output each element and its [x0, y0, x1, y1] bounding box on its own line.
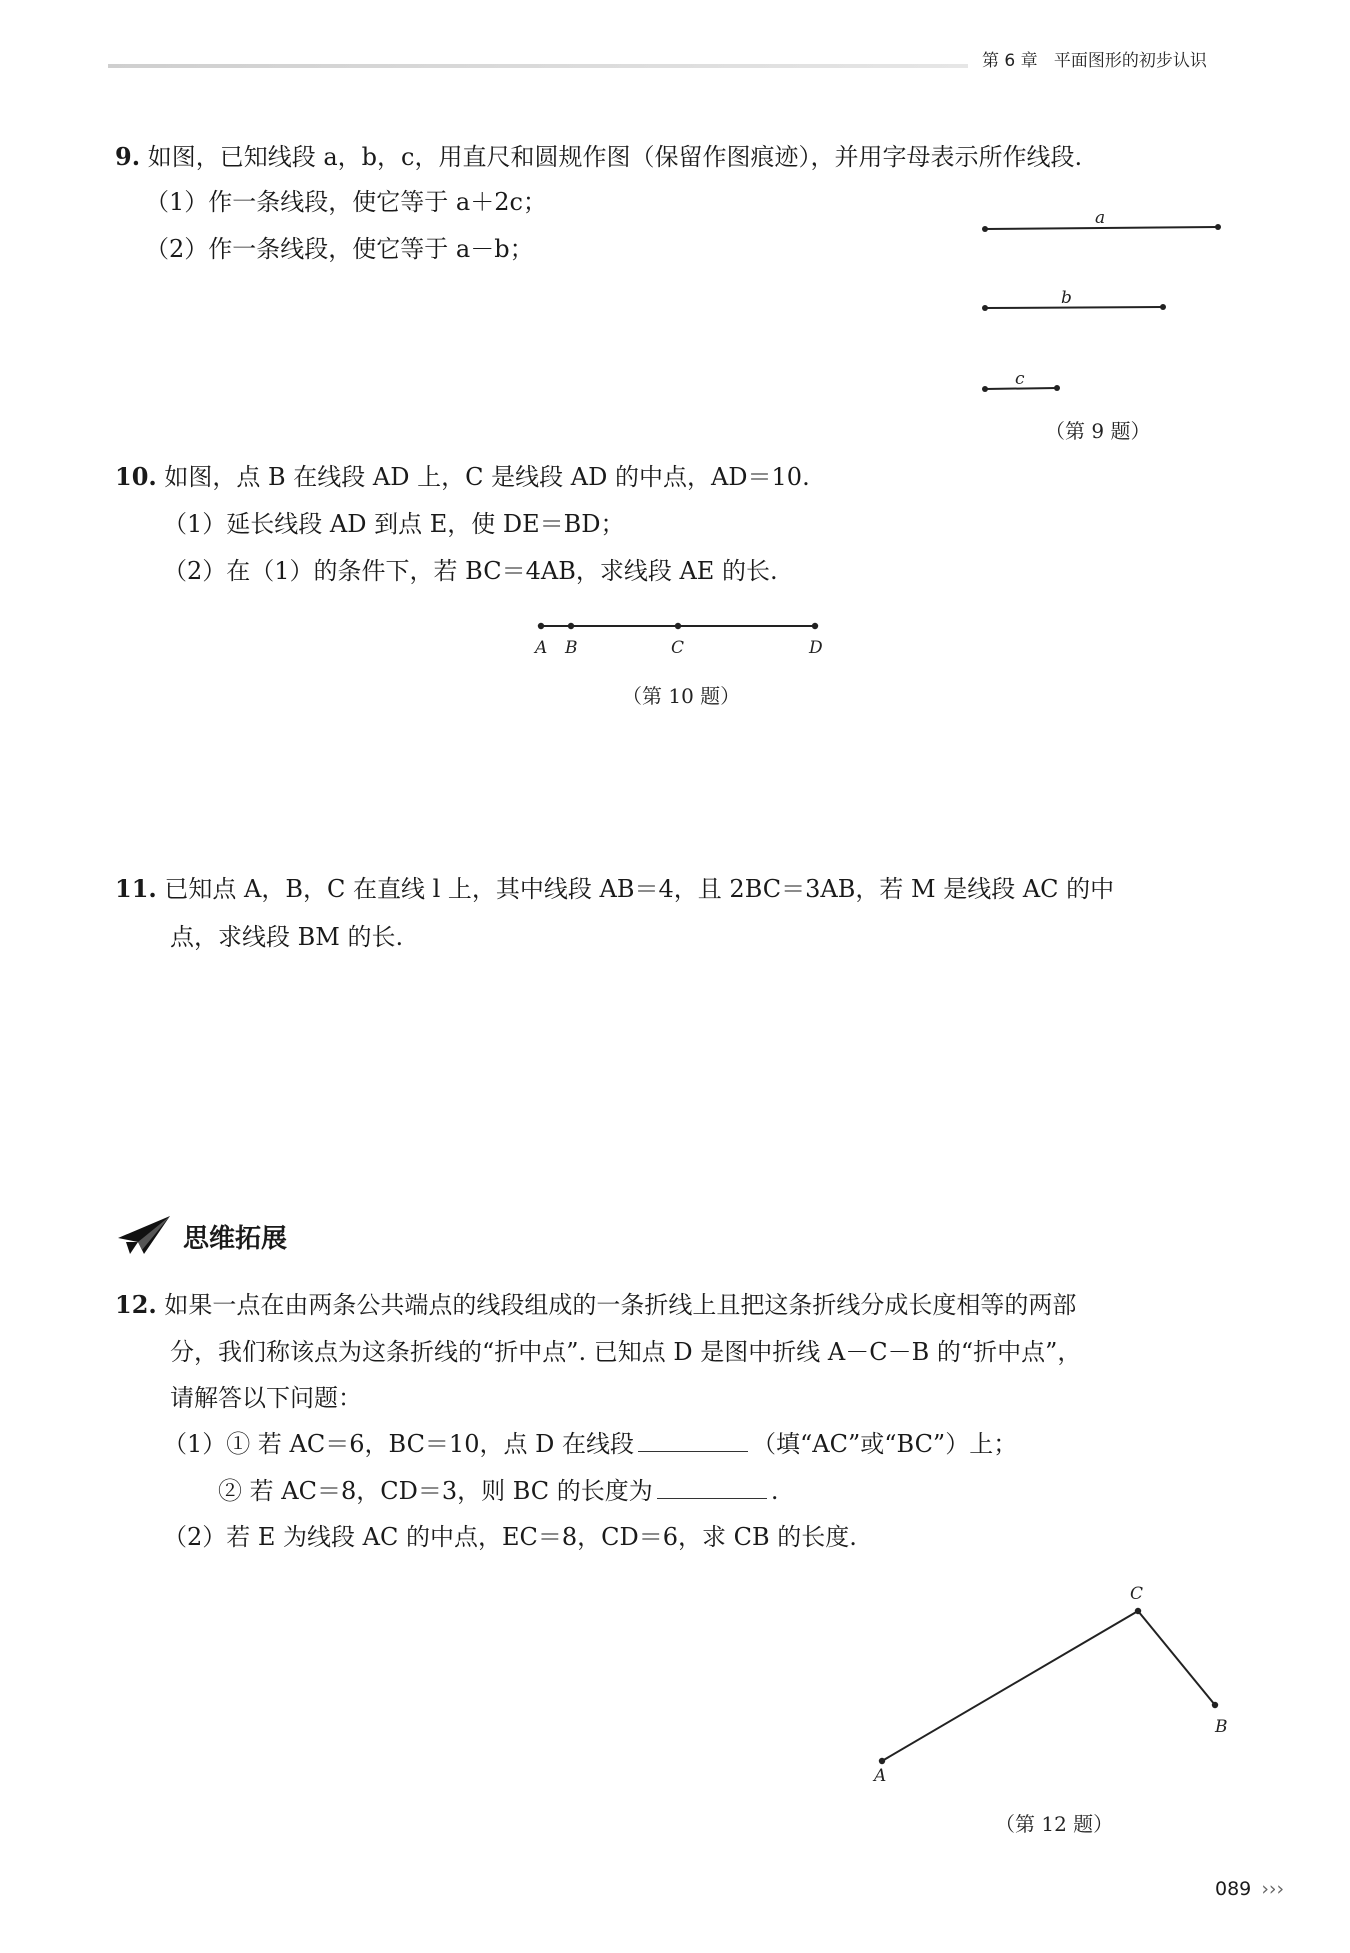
- label-a: a: [1095, 208, 1106, 228]
- segment-a-endpoint: [1215, 224, 1221, 230]
- q12-part2: （2）若 E 为线段 AC 的中点，EC＝8，CD＝6，求 CB 的长度.: [163, 1523, 857, 1551]
- q10-part1: （1）延长线段 AD 到点 E，使 DE＝BD；: [163, 510, 625, 538]
- q9-figure: [975, 200, 1235, 410]
- point-c: [675, 623, 681, 629]
- q12-part1a-pre: （1）① 若 AC＝6，BC＝10，点 D 在线段: [163, 1430, 634, 1458]
- page-arrows: ›››: [1261, 1878, 1285, 1900]
- label-D: D: [809, 638, 823, 658]
- answer-blank-2[interactable]: [657, 1474, 767, 1499]
- q9-stem: 如图，已知线段 a，b，c，用直尺和圆规作图（保留作图痕迹），并用字母表示所作线段.: [147, 143, 1083, 171]
- q11-number: 11.: [115, 874, 157, 903]
- q11-line1: [115, 872, 1114, 906]
- q10-stem-line: [115, 460, 810, 494]
- point-a: [879, 1758, 885, 1764]
- q9-part1: （1）作一条线段，使它等于 a＋2c；: [145, 188, 547, 216]
- label-A: A: [535, 638, 548, 658]
- label-b: b: [1061, 288, 1072, 308]
- q12-line2: 分，我们称该点为这条折线的“折中点”. 已知点 D 是图中折线 A－C－B 的“折中点”，: [170, 1338, 1082, 1366]
- chapter-number: 第 6 章: [982, 51, 1038, 71]
- q12-text-1: 如果一点在由两条公共端点的线段组成的一条折线上且把这条折线分成长度相等的两部: [164, 1291, 1077, 1319]
- label-c: c: [1015, 369, 1025, 389]
- segment-b-endpoint: [1160, 304, 1166, 310]
- q12-figure: [860, 1580, 1240, 1790]
- point-d: [812, 623, 818, 629]
- label-B: B: [565, 638, 578, 658]
- header-rule: [108, 64, 968, 68]
- segment-a-endpoint: [982, 226, 988, 232]
- section-title: 思维拓展: [183, 1224, 288, 1254]
- point-b: [568, 623, 574, 629]
- segment-c-endpoint: [982, 386, 988, 392]
- q10-part2: （2）在（1）的条件下，若 BC＝4AB，求线段 AE 的长.: [163, 557, 778, 585]
- chapter-title: 平面图形的初步认识: [1053, 51, 1207, 71]
- q12-part1b-pre: ② 若 AC＝8，CD＝3，则 BC 的长度为: [218, 1477, 653, 1505]
- label-C: C: [1130, 1584, 1144, 1604]
- label-A: A: [874, 1766, 887, 1786]
- segment-cb: [1138, 1611, 1215, 1705]
- q12-part1b: [218, 1474, 778, 1508]
- q12-part1a: [163, 1427, 1017, 1461]
- segment-b: [985, 307, 1163, 308]
- page-number: [1215, 1878, 1284, 1900]
- q10-caption: （第 10 题）: [622, 684, 741, 708]
- label-B: B: [1215, 1717, 1228, 1737]
- segment-ac: [882, 1611, 1138, 1761]
- q12-caption: （第 12 题）: [995, 1812, 1114, 1836]
- q10-number: 10.: [115, 462, 157, 491]
- q9-caption: （第 9 题）: [1045, 419, 1151, 443]
- point-b: [1212, 1702, 1218, 1708]
- q9-part2: （2）作一条线段，使它等于 a－b；: [145, 235, 534, 263]
- label-C: C: [671, 638, 685, 658]
- q12-part1a-post: （填“AC”或“BC”）上；: [751, 1430, 1018, 1458]
- point-a: [538, 623, 544, 629]
- page-number-value: 089: [1215, 1878, 1252, 1900]
- point-c: [1135, 1608, 1141, 1614]
- q12-line1: [115, 1288, 1076, 1322]
- answer-blank-1[interactable]: [638, 1427, 748, 1452]
- q9-stem-line: [115, 140, 1082, 174]
- segment-c-endpoint: [1054, 385, 1060, 391]
- q10-figure: [525, 610, 835, 660]
- q12-part1b-post: .: [770, 1477, 779, 1505]
- q9-number: 9.: [115, 142, 141, 171]
- segment-b-endpoint: [982, 305, 988, 311]
- q11-text-1: 已知点 A，B，C 在直线 l 上，其中线段 AB＝4，且 2BC＝3AB，若 M 是线段 AC 的中: [164, 875, 1115, 903]
- q12-number: 12.: [115, 1290, 157, 1319]
- q10-stem: 如图，点 B 在线段 AD 上，C 是线段 AD 的中点，AD＝10.: [164, 463, 810, 491]
- chapter-header: [982, 46, 1207, 71]
- q11-line2: 点，求线段 BM 的长.: [170, 923, 404, 951]
- paper-plane-icon: [116, 1214, 172, 1258]
- q12-line3: 请解答以下问题：: [170, 1384, 362, 1412]
